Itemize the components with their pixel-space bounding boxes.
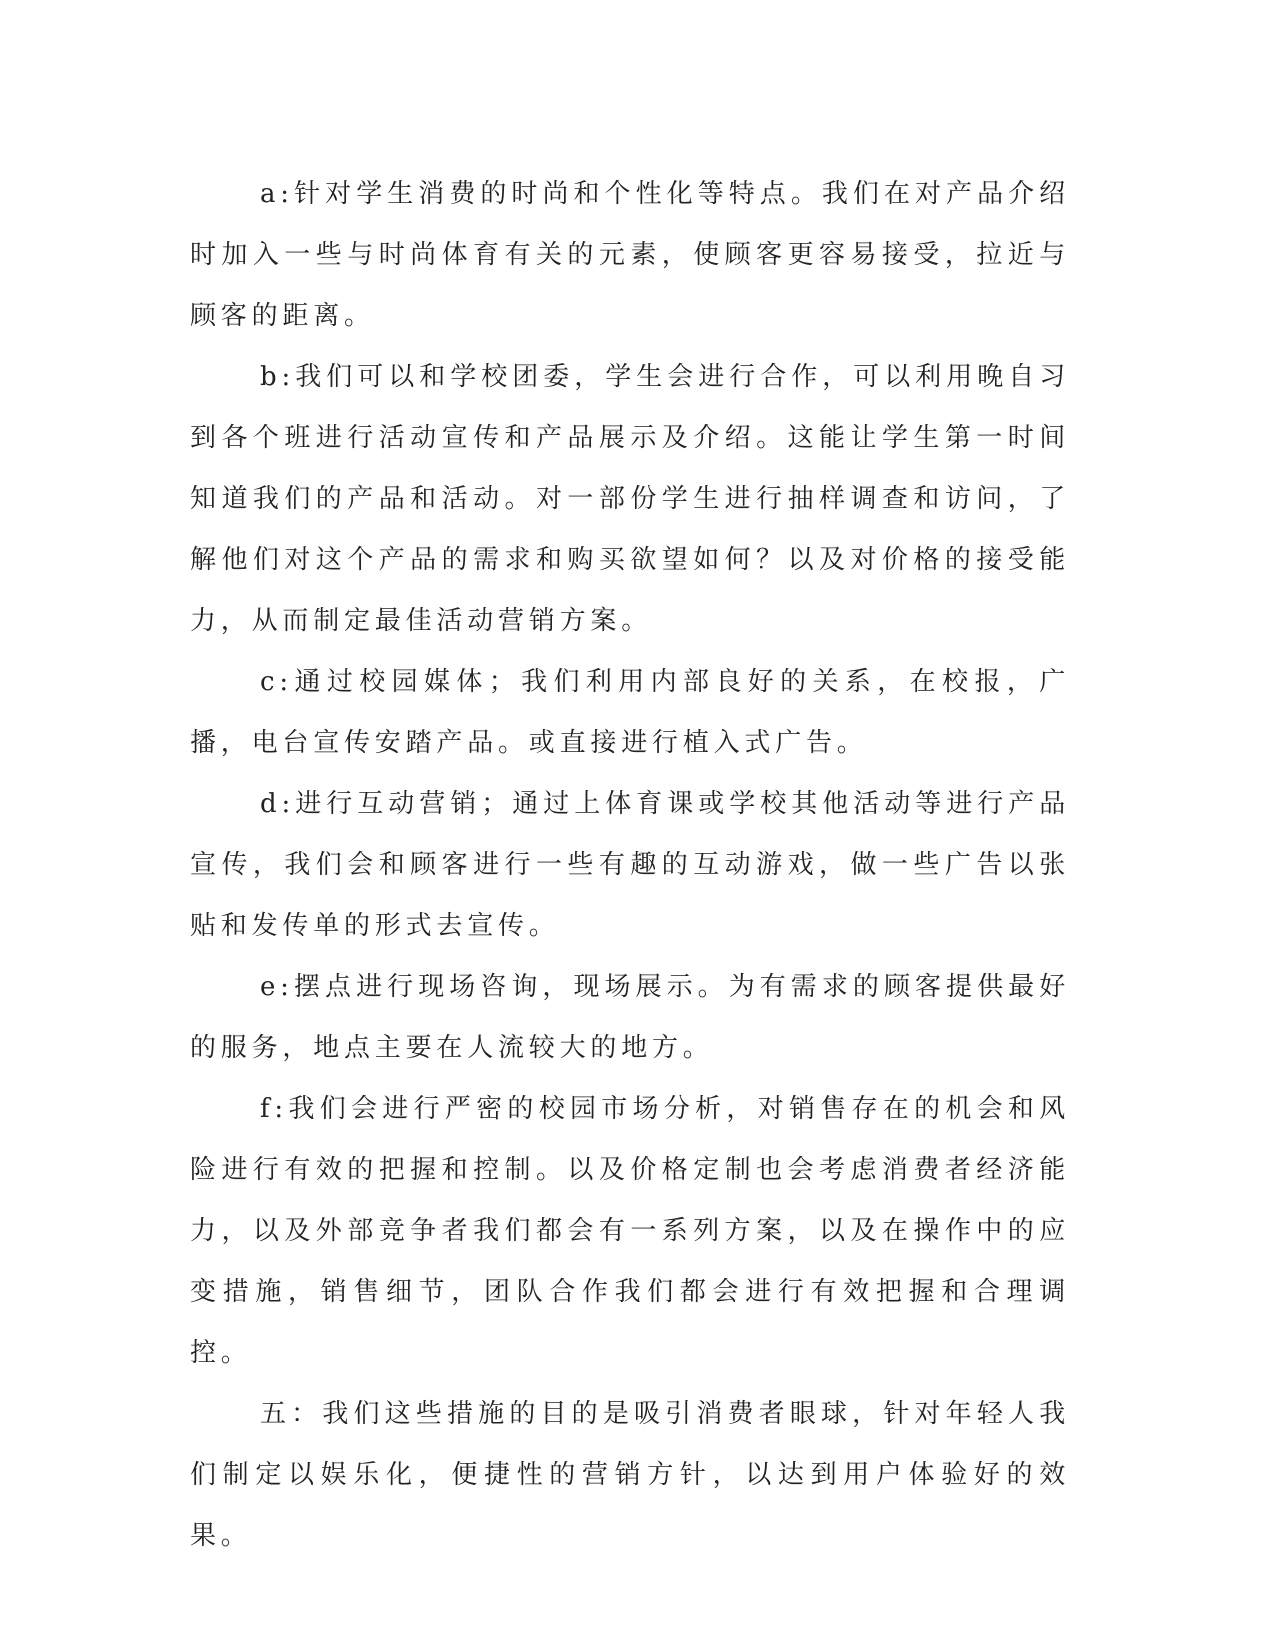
- paragraph-d: d:进行互动营销；通过上体育课或学校其他活动等进行产品宣传，我们会和顾客进行一些有趣的互动游戏，做一些广告以张贴和发传单的形式去宣传。: [190, 789, 1070, 941]
- paragraph-a: a:针对学生消费的时尚和个性化等特点。我们在对产品介绍时加入一些与时尚体育有关的元素，使顾客更容易接受，拉近与顾客的距离。: [190, 179, 1070, 331]
- paragraph-c: c:通过校园媒体；我们利用内部良好的关系，在校报，广播，电台宣传安踏产品。或直接进行植入式广告。: [190, 667, 1070, 758]
- paragraph-f: f:我们会进行严密的校园市场分析，对销售存在的机会和风险进行有效的把握和控制。以及价格定制也会考虑消费者经济能力，以及外部竞争者我们都会有一系列方案，以及在操作中的应变措施，销售细节，团队合作我们都会进行有效把握和合理调控。: [190, 1094, 1070, 1368]
- paragraph-five: 五：我们这些措施的目的是吸引消费者眼球，针对年轻人我们制定以娱乐化，便捷性的营销方针，以达到用户体验好的效果。: [190, 1399, 1070, 1551]
- paragraph-b: b:我们可以和学校团委，学生会进行合作，可以利用晚自习到各个班进行活动宣传和产品展示及介绍。这能让学生第一时间知道我们的产品和活动。对一部份学生进行抽样调查和访问，了解他们对这个产品的需求和购买欲望如何？以及对价格的接受能力，从而制定最佳活动营销方案。: [190, 362, 1070, 636]
- document-body: [190, 164, 1070, 1567]
- paragraph-e: e:摆点进行现场咨询，现场展示。为有需求的顾客提供最好的服务，地点主要在人流较大的地方。: [190, 972, 1070, 1063]
